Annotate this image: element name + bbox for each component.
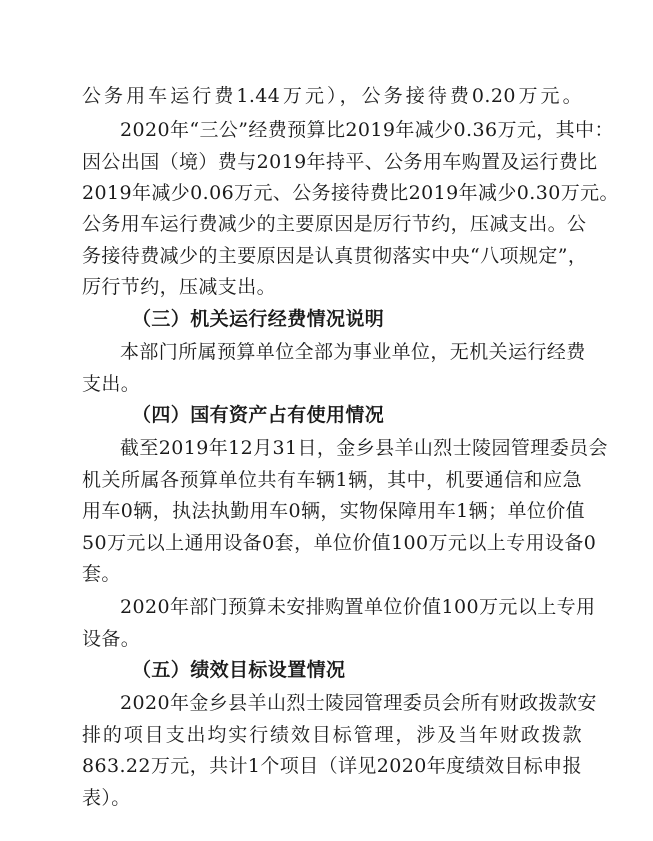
paragraph-line: 863.22万元，共计1个项目（详见2020年度绩效目标申报 <box>82 755 582 777</box>
paragraph-line: 支出。 <box>82 373 141 395</box>
paragraph-line: 厉行节约，压减支出。 <box>82 276 277 298</box>
paragraph-line: 2020年金乡县羊山烈士陵园管理委员会所有财政拨款安 <box>120 692 597 714</box>
paragraph-line: 2019年减少0.06万元、公务接待费比2019年减少0.30万元。 <box>82 182 619 204</box>
paragraph-line: 表）。 <box>82 787 131 809</box>
paragraph-line: 因公出国（境）费与2019年持平、公务用车购置及运行费比 <box>82 151 598 173</box>
paragraph-line: 套。 <box>82 563 121 585</box>
paragraph-line: 公务用车运行费1.44万元），公务接待费0.20万元。 <box>82 85 582 107</box>
paragraph-line: 务接待费减少的主要原因是认真贯彻落实中央“八项规定”， <box>82 245 588 267</box>
section-heading-5: （五）绩效目标设置情况 <box>132 659 346 681</box>
section-heading-4: （四）国有资产占有使用情况 <box>132 404 385 426</box>
paragraph-line: 截至2019年12月31日，金乡县羊山烈士陵园管理委员会 <box>120 437 608 459</box>
section-heading-3: （三）机关运行经费情况说明 <box>132 308 385 330</box>
paragraph-line: 本部门所属预算单位全部为事业单位，无机关运行经费 <box>120 341 586 363</box>
paragraph-line: 2020年“三公”经费预算比2019年减少0.36万元，其中： <box>120 119 614 141</box>
paragraph-line: 50万元以上通用设备0套，单位价值100万元以上专用设备0 <box>82 532 597 554</box>
paragraph-line: 用车0辆，执法执勤用车0辆，实物保障用车1辆；单位价值 <box>82 500 586 522</box>
paragraph-line: 排的项目支出均实行绩效目标管理，涉及当年财政拨款 <box>82 724 582 746</box>
paragraph-line: 公务用车运行费减少的主要原因是厉行节约，压减支出。公 <box>82 213 587 235</box>
paragraph-line: 2020年部门预算未安排购置单位价值100万元以上专用 <box>120 596 596 618</box>
paragraph-line: 机关所属各预算单位共有车辆1辆，其中，机要通信和应急 <box>82 469 582 491</box>
paragraph-line: 设备。 <box>82 628 141 650</box>
